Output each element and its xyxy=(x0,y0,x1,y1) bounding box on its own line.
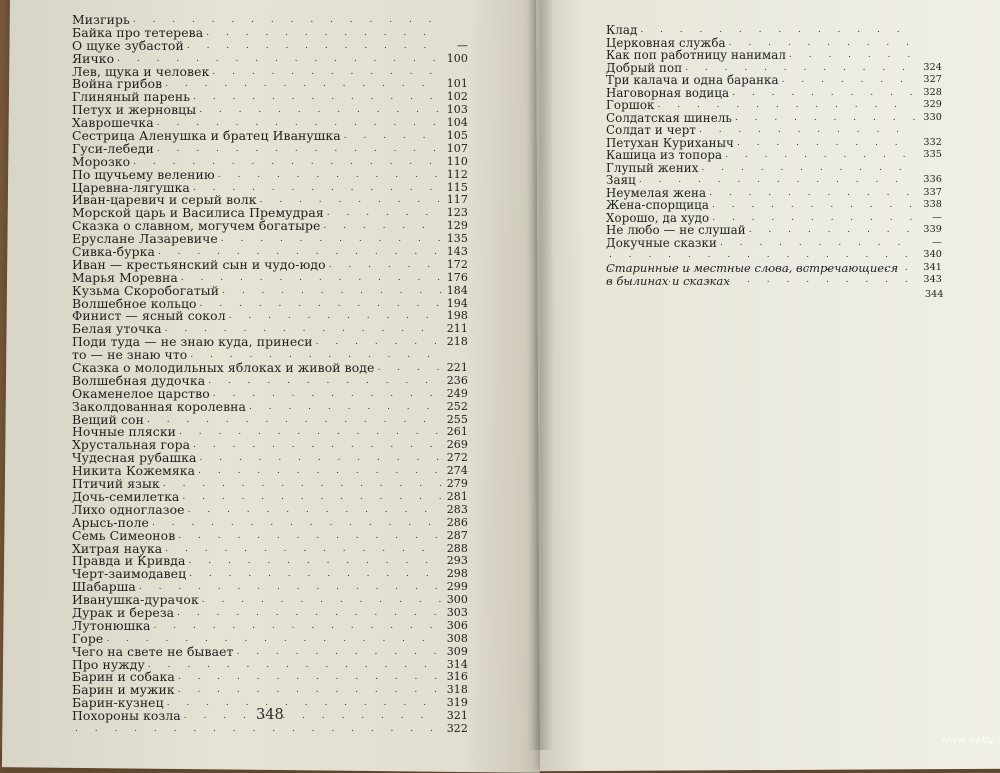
toc-entry-title: Хитрая наука xyxy=(72,540,163,556)
toc-entry-title: Горшок xyxy=(606,98,655,112)
toc-entry-title: Барин и мужик xyxy=(72,682,175,698)
toc-leader-dots xyxy=(725,149,915,162)
glossary-title-line-1: Старинные и местные слова, встречающиеся xyxy=(606,261,899,275)
toc-leader-dots xyxy=(702,162,915,175)
toc-leader-dots xyxy=(329,259,441,272)
toc-entry-page: 100 xyxy=(446,51,468,65)
toc-entry-page: 283 xyxy=(446,502,468,516)
toc-entry-title: Кашица из топора xyxy=(606,148,723,162)
toc-entry-title: Морской царь и Василиса Премудрая xyxy=(72,205,324,221)
toc-entry-page: 329 xyxy=(923,99,942,110)
toc-entry-title: Ночные пляски xyxy=(72,424,177,440)
toc-entry-title: Иванушка-дурачок xyxy=(72,592,199,608)
toc-leader-dots xyxy=(749,224,915,237)
toc-entry-title: Докучные сказки xyxy=(606,235,717,250)
toc-entry-page: 112 xyxy=(446,167,468,181)
toc-entry-title: Яичко xyxy=(72,50,115,66)
toc-entry-page: 337 xyxy=(923,186,942,198)
toc-entry-page: 135 xyxy=(446,232,468,246)
toc-entry-page: 288 xyxy=(446,541,468,555)
toc-entry-title: Барин и собака xyxy=(72,669,175,685)
toc-entry-page: 252 xyxy=(446,399,468,413)
toc-leader-dots xyxy=(735,112,915,125)
toc-entry-title: Мизгирь xyxy=(72,11,130,27)
toc-entry-page: 339 xyxy=(923,224,942,235)
toc-leader-dots xyxy=(193,91,441,104)
toc-entry-page: 341 xyxy=(923,261,942,273)
toc-entry-title: Хаврошечка xyxy=(72,115,154,131)
book-gutter xyxy=(528,0,554,750)
toc-entry-page: 103 xyxy=(446,103,468,117)
toc-entry xyxy=(606,162,942,175)
toc-entry-page: 110 xyxy=(446,154,468,168)
toc-leader-dots xyxy=(184,710,441,723)
toc-leader-dots xyxy=(609,249,915,262)
toc-entry xyxy=(606,149,942,162)
toc-leader-dots xyxy=(148,659,441,672)
toc-entry xyxy=(72,617,468,633)
toc-entry-page: — xyxy=(932,211,942,223)
toc-leader-dots xyxy=(709,187,915,200)
glossary-entry xyxy=(606,262,946,288)
toc-leader-dots xyxy=(179,426,441,439)
watermark: www.ay.by xyxy=(941,735,994,746)
toc-entry-title: Черт-заимодавец xyxy=(72,566,187,582)
toc-leader-dots xyxy=(377,362,441,375)
toc-entry-title: Окаменелое царство xyxy=(72,385,210,401)
toc-leader-dots xyxy=(200,452,442,465)
toc-entry-page: 316 xyxy=(446,670,468,684)
toc-entry-title: Гуси-лебеди xyxy=(72,140,154,156)
toc-entry-title: Война грибов xyxy=(72,76,163,92)
toc-entry-page: 255 xyxy=(446,412,468,426)
toc-entry-title: Заяц xyxy=(606,173,636,187)
toc-entry-title: Солдат и черт xyxy=(606,123,696,137)
toc-entry-page: 117 xyxy=(446,193,468,207)
toc-leader-dots xyxy=(732,87,915,100)
toc-leader-dots xyxy=(737,137,915,150)
toc-entry-page: 269 xyxy=(446,438,468,452)
toc-entry-page: 314 xyxy=(446,657,468,671)
toc-entry-page: 308 xyxy=(446,631,468,645)
toc-entry xyxy=(606,224,942,237)
toc-entry-page: 104 xyxy=(446,116,468,130)
toc-entry-title: Как поп работницу нанимал xyxy=(606,48,787,62)
toc-leader-dots xyxy=(249,401,441,414)
toc-entry-page: 129 xyxy=(446,219,468,233)
toc-entry-title: Похороны козла xyxy=(72,708,181,724)
toc-entry-page: 143 xyxy=(446,245,468,259)
toc-entry-page: 221 xyxy=(446,361,468,375)
toc-entry-title: Заколдованная королевна xyxy=(72,398,247,414)
toc-entry xyxy=(72,37,468,53)
toc-leader-dots xyxy=(221,233,441,246)
toc-entry-title: Семь Симеонов xyxy=(72,527,176,543)
toc-entry-page: 340 xyxy=(923,249,942,260)
toc-entry-title: Сказка о славном, могучем богатыре xyxy=(72,218,321,234)
toc-entry-title: Про нужду xyxy=(72,656,145,672)
toc-entry-page: 198 xyxy=(446,309,468,323)
toc-entry xyxy=(606,199,942,212)
toc-entry-title: По щучьему велению xyxy=(72,166,215,182)
toc-entry-page: 261 xyxy=(446,425,468,439)
toc-entry-title: Белая уточка xyxy=(72,321,162,337)
toc-leader-dots xyxy=(344,130,441,143)
toc-leader-dots xyxy=(187,40,441,53)
toc-entry-title: Петухан Куриханыч xyxy=(606,135,734,150)
toc-entry xyxy=(606,24,942,37)
toc-entry-page: 123 xyxy=(446,206,468,220)
toc-entry xyxy=(606,87,942,100)
toc-entry-page: 336 xyxy=(923,174,942,185)
toc-entry-title: Волшебная дудочка xyxy=(72,372,206,388)
toc-entry-title: Хорошо, да худо xyxy=(606,210,710,225)
toc-entry-page: 306 xyxy=(446,618,468,632)
toc-leader-dots xyxy=(789,49,915,62)
toc-entry-title: Еруслане Лазаревиче xyxy=(72,231,218,247)
toc-entry-page: 236 xyxy=(446,373,468,387)
toc-leader-dots xyxy=(782,74,915,87)
toc-entry-title: Петух и жерновцы xyxy=(72,102,197,118)
toc-entry-title: Поди туда — не знаю куда, принеси xyxy=(72,334,313,350)
toc-entry-title: Сказка о молодильных яблоках и живой воде xyxy=(72,360,375,376)
toc-entry-title: Вещий сон xyxy=(72,411,144,427)
toc-entry-page: 338 xyxy=(923,199,942,210)
toc-entry-page: 322 xyxy=(446,721,468,735)
toc-leader-dots xyxy=(640,24,915,37)
toc-entry-title: Горе xyxy=(72,630,104,646)
toc-entry-page: 272 xyxy=(446,451,468,465)
toc-leader-dots xyxy=(181,272,441,285)
toc-entry-page: 286 xyxy=(446,515,468,529)
table-of-contents-right xyxy=(606,24,942,287)
toc-entry-page: 287 xyxy=(446,528,468,542)
toc-leader-dots xyxy=(182,491,441,504)
toc-entry-title: Глупый жених xyxy=(606,160,699,175)
toc-entry-title: Дочь-семилетка xyxy=(72,488,180,504)
toc-entry-title: Наговорная водица xyxy=(606,85,730,100)
toc-leader-dots xyxy=(152,517,441,530)
toc-entry-page: 321 xyxy=(446,709,468,723)
toc-leader-dots xyxy=(229,310,441,323)
toc-entry-title: Лутонюшка xyxy=(72,617,151,633)
toc-entry-page: 172 xyxy=(446,257,468,271)
glossary-title-line-2 xyxy=(606,275,946,288)
toc-entry xyxy=(72,140,468,156)
toc-leader-dots xyxy=(198,465,441,478)
toc-entry-page: 194 xyxy=(446,296,468,310)
toc-entry-page: 274 xyxy=(446,464,468,478)
toc-leader-dots xyxy=(188,504,441,517)
toc-entry xyxy=(72,723,468,736)
toc-leader-dots xyxy=(236,646,441,659)
toc-entry-page: 298 xyxy=(446,567,468,581)
toc-entry-title: Солдатская шинель xyxy=(606,110,732,125)
toc-leader-dots xyxy=(177,607,441,620)
toc-entry-title: Царевна-лягушка xyxy=(72,179,190,195)
toc-entry-page: 249 xyxy=(446,386,468,400)
toc-entry xyxy=(606,249,942,262)
toc-entry-page: 332 xyxy=(923,136,942,148)
toc-entry-title: Жена-спорщица xyxy=(606,198,709,212)
toc-entry-title: Иван-царевич и серый волк xyxy=(72,192,257,208)
toc-entry xyxy=(606,99,942,112)
toc-leader-dots xyxy=(323,220,441,233)
toc-entry-page: 184 xyxy=(446,283,468,297)
toc-entry-page: 101 xyxy=(446,77,468,91)
toc-leader-dots xyxy=(189,568,441,581)
toc-entry-title: Морозко xyxy=(72,153,131,169)
toc-entry-title: Кузьма Скоробогатый xyxy=(72,282,220,298)
toc-entry xyxy=(606,49,942,62)
toc-entry-page: 319 xyxy=(446,696,468,710)
toc-entry-title: Барин-кузнец xyxy=(72,695,164,711)
toc-leader-dots xyxy=(327,207,441,220)
toc-entry-title: Сестрица Аленушка и братец Иванушка xyxy=(72,128,341,143)
toc-entry-page: 218 xyxy=(446,335,468,349)
toc-leader-dots xyxy=(147,414,441,427)
toc-leader-dots xyxy=(202,594,441,607)
toc-leader-dots xyxy=(189,555,441,568)
toc-leader-dots xyxy=(193,439,441,452)
toc-entry-page: — xyxy=(932,236,942,248)
toc-entry-page: 107 xyxy=(446,141,468,155)
toc-leader-dots xyxy=(200,298,441,311)
toc-entry-title: Птичий язык xyxy=(72,476,160,492)
toc-entry-page: 281 xyxy=(446,489,468,503)
toc-leader-dots xyxy=(699,124,915,137)
toc-entry-page: 102 xyxy=(446,90,468,104)
toc-leader-dots xyxy=(213,388,441,401)
toc-entry-page: 115 xyxy=(446,180,468,194)
toc-entry-title: Добрый поп xyxy=(606,60,683,75)
toc-entry-title: Правда и Кривда xyxy=(72,553,186,569)
toc-entry-page: 343 xyxy=(923,274,942,285)
toc-entry-title: Волшебное кольцо xyxy=(72,295,197,311)
toc-leader-dots xyxy=(712,199,915,212)
toc-leader-dots xyxy=(165,78,441,91)
toc-entry-title: Байка про тетерева xyxy=(72,24,204,40)
toc-entry-title: Лев, щука и человек xyxy=(72,63,210,79)
glossary-page-number: 344 xyxy=(925,289,944,300)
toc-entry-title: Марья Моревна xyxy=(72,269,178,285)
toc-entry-page: 299 xyxy=(446,580,468,594)
toc-leader-dots xyxy=(639,174,915,187)
toc-entry-title: Не любо — не слушай xyxy=(606,223,746,237)
table-of-contents-left xyxy=(72,11,468,736)
toc-entry-title: Сивка-бурка xyxy=(72,244,155,260)
toc-entry-title: Никита Кожемяка xyxy=(72,463,196,479)
toc-leader-dots xyxy=(165,543,441,556)
toc-leader-dots xyxy=(222,285,441,298)
toc-entry-title: Три калача и одна баранка xyxy=(606,73,779,87)
toc-leader-dots xyxy=(199,104,441,117)
toc-leader-dots xyxy=(316,336,441,349)
toc-entry-title: Хрустальная гора xyxy=(72,437,191,453)
toc-leader-dots xyxy=(206,27,441,40)
toc-entry-title: Церковная служба xyxy=(606,35,726,50)
toc-entry-title: Иван — крестьянский сын и чудо-юдо xyxy=(72,256,326,272)
toc-entry-title: Клад xyxy=(606,23,638,37)
toc-leader-dots xyxy=(178,671,441,684)
toc-entry-page: 211 xyxy=(446,322,468,336)
toc-entry xyxy=(606,174,942,187)
toc-entry-page: 300 xyxy=(446,593,468,607)
toc-entry-page: 328 xyxy=(923,86,942,98)
toc-entry-page: 330 xyxy=(923,111,942,123)
toc-entry-page: 324 xyxy=(923,61,942,73)
toc-leader-dots xyxy=(167,697,441,710)
toc-leader-dots xyxy=(720,237,915,250)
glossary-title-line-2-text: в былинах и сказках xyxy=(606,274,730,288)
toc-entry-page: 303 xyxy=(446,605,468,619)
toc-leader-dots xyxy=(163,478,441,491)
toc-leader-dots xyxy=(75,723,441,736)
toc-entry-title: О щуке зубастой xyxy=(72,37,184,53)
page-number: 348 xyxy=(256,707,284,723)
toc-entry-title: Финист — ясный сокол xyxy=(72,308,226,324)
toc-leader-dots xyxy=(218,169,441,182)
toc-leader-dots xyxy=(178,530,441,543)
toc-entry-page: 293 xyxy=(446,554,468,568)
toc-entry-title: Чего на свете не бывает xyxy=(72,643,234,659)
toc-leader-dots xyxy=(157,143,441,156)
toc-entry-page: 105 xyxy=(446,129,468,142)
toc-entry-title: Глиняный парень xyxy=(72,89,191,105)
toc-entry-page: 327 xyxy=(923,74,942,85)
toc-entry-title: Арысь-поле xyxy=(72,514,149,530)
toc-entry-title: Шабарша xyxy=(72,579,136,595)
toc-entry-page: 309 xyxy=(446,644,468,658)
toc-entry-title: то — не знаю что xyxy=(72,347,188,363)
toc-entry xyxy=(606,124,942,137)
toc-leader-dots xyxy=(178,684,441,697)
toc-leader-dots xyxy=(658,99,915,112)
toc-leader-dots xyxy=(154,620,441,633)
toc-entry-page: — xyxy=(456,38,468,52)
toc-entry xyxy=(606,74,942,87)
toc-entry xyxy=(606,237,942,250)
toc-entry-title: Неумелая жена xyxy=(606,185,707,200)
toc-entry-title: Лихо одноглазое xyxy=(72,501,185,517)
toc-entry-page: 279 xyxy=(446,477,468,491)
toc-leader-dots xyxy=(208,375,441,388)
toc-entry-page: 335 xyxy=(923,149,942,160)
toc-leader-dots xyxy=(212,66,441,79)
toc-entry-title: Дурак и береза xyxy=(72,604,175,620)
toc-entry-page: 318 xyxy=(446,683,468,697)
toc-entry-page: 176 xyxy=(446,270,468,284)
toc-entry-title: Чудесная рубашка xyxy=(72,450,197,466)
